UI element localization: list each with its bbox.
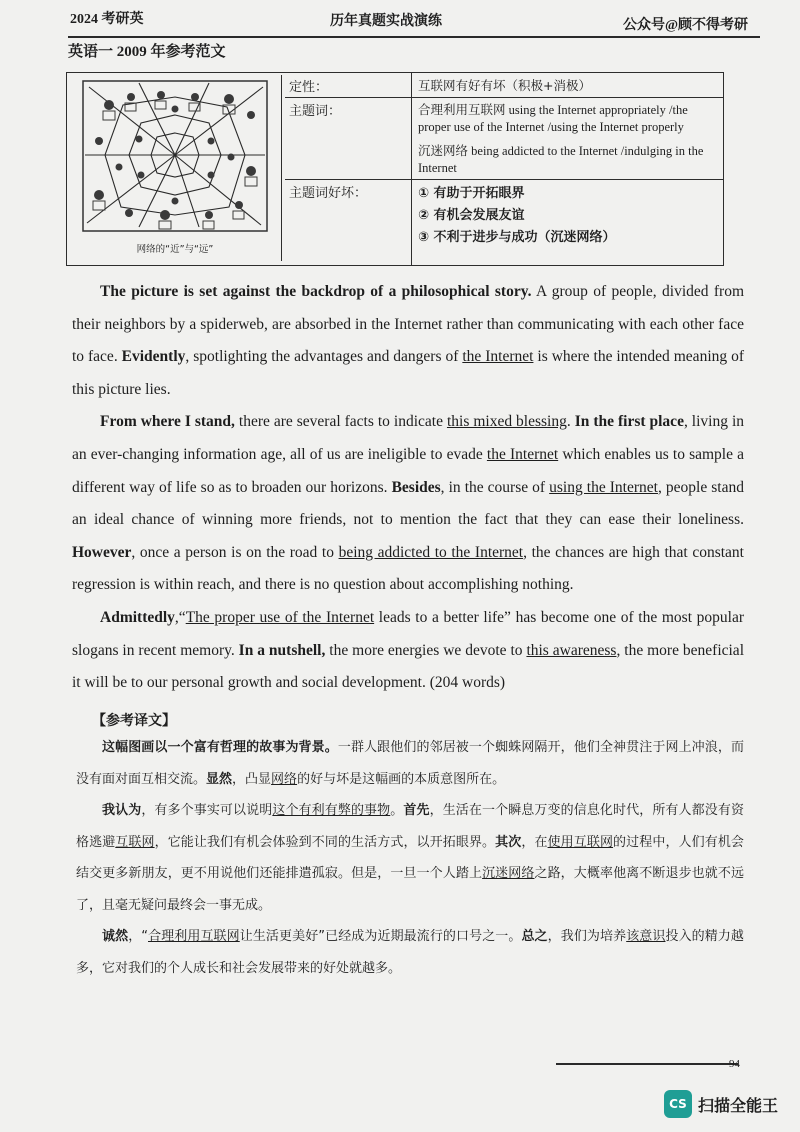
translation-text: 首先: [403, 803, 430, 818]
zhutici-2-cn: 沉迷网络: [418, 143, 469, 158]
essay-text: Evidently: [121, 348, 186, 366]
translation-text: 之路，大概率他离不断退步也就不远了，且毫无疑问最终会一事无成。: [76, 866, 744, 913]
essay-text: , spotlighting the advantages and dangers of: [185, 348, 463, 366]
translation-text: 显然: [206, 771, 233, 787]
translation-text: ，“: [128, 929, 149, 944]
translation-text: 的过程中，人们有机会结交更多新朋友，更不用说他们还能排遣孤寂。但是，一旦一个人踏上: [76, 834, 744, 881]
row-dingxing: [285, 73, 723, 98]
essay-paragraph-3: [72, 602, 744, 700]
translation-paragraph-3: [76, 921, 744, 984]
footer-rule: [556, 1063, 738, 1065]
essay-text: In a nutshell,: [238, 641, 326, 659]
translation-text: 的好与坏是这幅画的本质意图所在。: [297, 771, 506, 787]
essay-text: The proper use of the Internet: [185, 608, 375, 626]
topic-table: [285, 73, 723, 265]
translation-text: ，有多个事实可以说明: [141, 803, 273, 818]
haohuai-item-1: ① 有助于开拓眼界: [418, 186, 525, 201]
essay-text: , people stand an ideal chance of winning more friends, not to mention the fact that they can ease their loneliness.: [72, 478, 744, 529]
translation-text: ，凸显: [232, 771, 272, 787]
zhutici-1-cn: 合理利用互联网: [418, 102, 506, 117]
translation-text: 沉迷网络: [482, 866, 535, 881]
translation-text: 该意识: [626, 929, 666, 944]
cartoon-picture: [69, 75, 282, 261]
translation-text: ，生活在一个瞬息万变的信息化时代，所有人都没有资格逃避: [76, 803, 744, 850]
app-name: 扫描全能王: [698, 1096, 779, 1115]
translation-text: 投入的精力越多，它对我们的个人成长和社会发展带来的好处就越多。: [76, 929, 744, 976]
page-header: [0, 0, 800, 40]
translation-text: 。: [390, 803, 404, 818]
essay-text: Admittedly: [100, 608, 175, 626]
essay-text: this mixed blessing: [446, 413, 567, 431]
essay-text: leads to a better life” has become one of the most popular slogans in recent memory.: [72, 608, 744, 659]
essay-text: the Internet: [486, 445, 559, 463]
translation-text: ，我们为培养: [547, 929, 627, 944]
translation-text: 这个有利有弊的事物: [272, 803, 391, 818]
essay-paragraph-2: [72, 406, 744, 602]
essay-text: being addicted to the Internet: [338, 543, 524, 561]
header-rule: [68, 36, 760, 38]
row-haohuai: [285, 179, 723, 265]
essay-text: , living in an ever-changing information age, all of us are ineligible to evade: [72, 413, 745, 463]
essay-text: However: [72, 543, 132, 561]
haohuai-item-2: ② 有机会发展友谊: [418, 208, 525, 223]
essay-text: using the Internet: [549, 478, 658, 496]
essay-text: which enables us to sample a different way of life so as to broaden our horizons.: [72, 445, 744, 496]
translation-text: 其次: [495, 834, 522, 850]
translation-text: ，它能让我们有机会体验到不同的生活方式，以开拓眼界。: [154, 834, 496, 850]
translation-text: 一群人跟他们的邻居被一个蜘蛛网隔开，他们全神贯注于网上冲浪，而没有面对面互相交流。: [76, 740, 744, 787]
essay-text: the more energies we devote to: [325, 641, 527, 659]
header-center: 历年真题实战演练: [330, 14, 442, 29]
picture-caption: 网络的“近”与“远”: [136, 244, 214, 255]
dingxing-value: 互联网有好有坏（积极+消极）: [411, 73, 723, 97]
row-zhutici: [285, 97, 723, 180]
haohuai-value: [411, 179, 723, 265]
info-box: [66, 72, 724, 266]
essay-text: , once a person is on the road to: [131, 543, 339, 561]
translation-text: 这幅图画以一个富有哲理的故事为背景。: [102, 740, 338, 755]
essay-text: A group of people, divided from their neighbors by a spiderweb, are absorbed in the Internet rather than communicating with each other face to face.: [72, 283, 745, 366]
essay-text: there are several facts to indicate: [234, 413, 447, 431]
essay-text: In the first place: [574, 413, 684, 431]
translation-paragraph-2: [76, 795, 744, 921]
essay-text: , the chances are high that constant regression is within reach, and there is no question about accomplishing nothing.: [72, 543, 744, 594]
essay-text: , the more beneficial it will be to our personal growth and social development. (204 words): [72, 641, 744, 692]
translation-paragraph-1: [76, 732, 744, 795]
essay-text: this awareness: [526, 641, 617, 659]
translation: [76, 732, 744, 984]
translation-text: 互联网: [115, 834, 155, 850]
spiderweb-illustration: [69, 75, 281, 261]
translation-text: ，在: [521, 834, 548, 850]
header-left: 2024 考研英: [70, 12, 144, 27]
translation-text: 网络: [271, 771, 298, 787]
essay-text: .: [566, 413, 575, 431]
dingxing-label: 定性：: [289, 80, 329, 95]
zhutici-2-en: being addicted to the Internet /indulging in the Internet: [418, 144, 704, 175]
camscanner-logo-icon: CS: [664, 1090, 692, 1118]
translation-heading: 【参考译文】: [92, 713, 176, 729]
essay-text: , in the course of: [440, 478, 550, 496]
translation-text: 让生活更美好”已经成为近期最流行的口号之一。: [239, 929, 522, 944]
document-title: 英语一 2009 年参考范文: [68, 44, 226, 60]
zhutici-value: [411, 97, 723, 179]
translation-text: 合理利用互联网: [148, 929, 240, 944]
essay-text: The picture is set against the backdrop of a philosophical story.: [100, 283, 532, 300]
page-number: 94: [729, 1058, 740, 1070]
essay-text: the Internet: [462, 348, 534, 366]
essay-paragraph-1: [72, 276, 744, 406]
translation-text: 我认为: [102, 803, 142, 818]
haohuai-label: 主题词好坏：: [289, 186, 368, 201]
header-right: 公众号@顾不得考研: [622, 18, 748, 33]
zhutici-label: 主题词：: [289, 104, 342, 119]
essay-text: is where the intended meaning of this picture lies.: [72, 348, 744, 398]
essay-text: From where I stand,: [100, 413, 235, 431]
translation-text: 总之: [521, 929, 548, 944]
essay-text: ,“: [174, 608, 186, 626]
haohuai-item-3: ③ 不利于进步与成功（沉迷网络）: [418, 230, 616, 245]
essay: [72, 276, 744, 700]
zhutici-1-en: using the Internet appropriately /the proper use of the Internet /using the Internet properly: [418, 103, 688, 134]
translation-text: 使用互联网: [547, 834, 614, 850]
translation-text: 诚然: [102, 929, 129, 944]
essay-text: Besides: [391, 478, 441, 496]
